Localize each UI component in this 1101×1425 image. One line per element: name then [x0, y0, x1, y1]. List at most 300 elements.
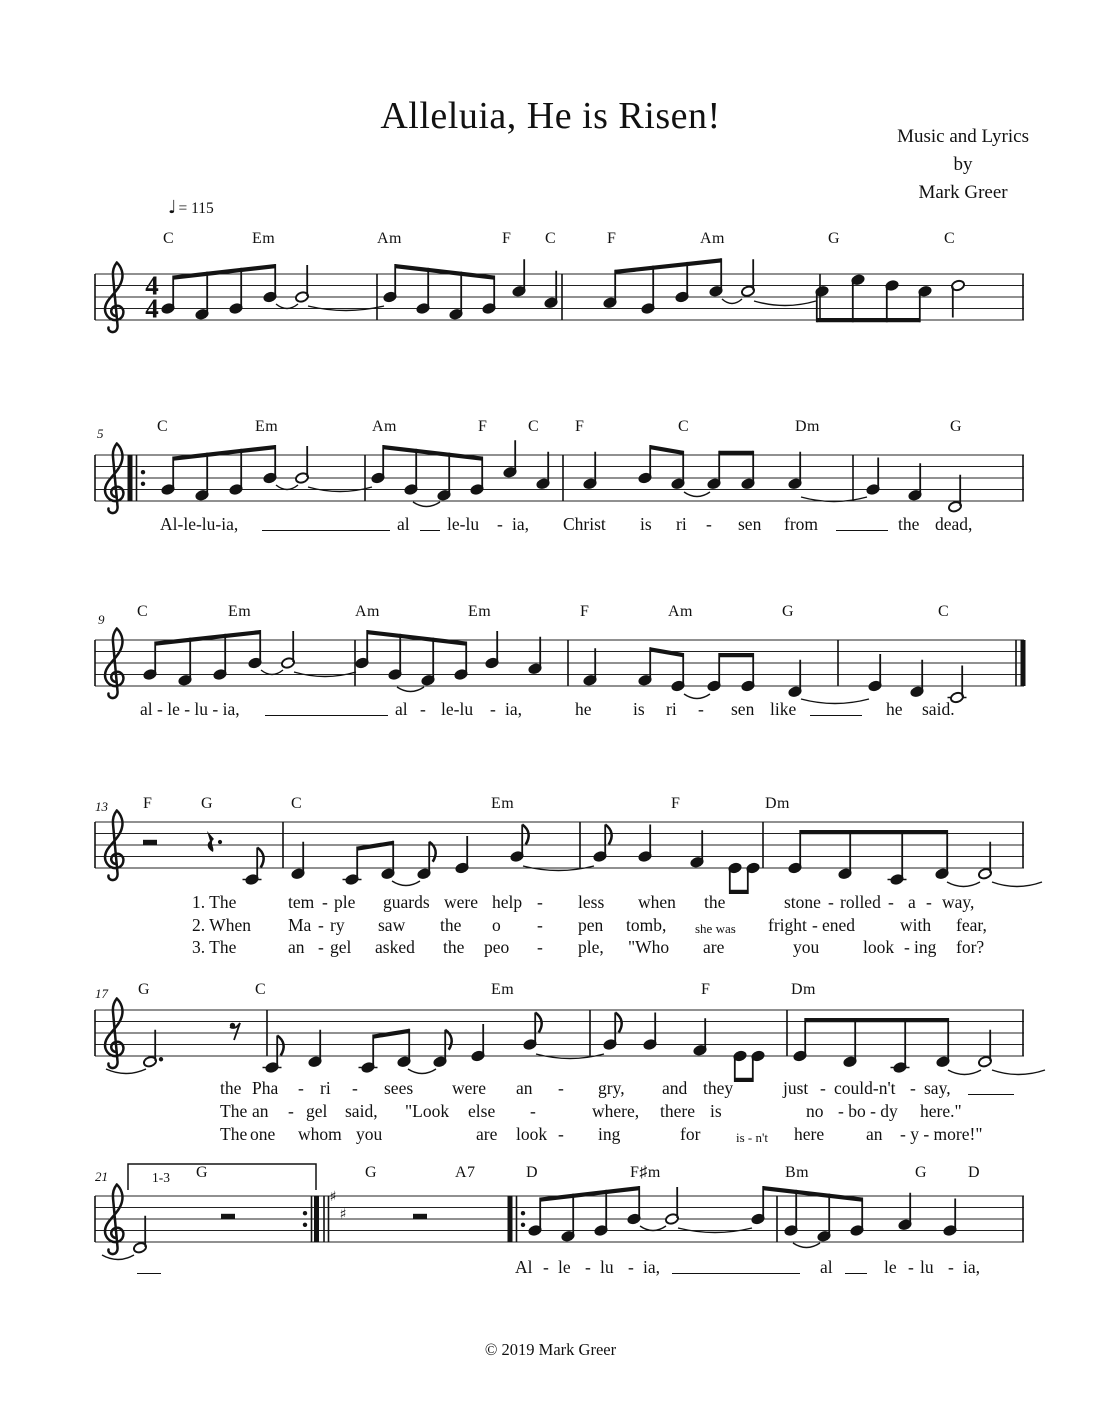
lyric-syllable: -	[628, 1257, 634, 1277]
lyric-syllable: The	[220, 1124, 248, 1144]
lyric-syllable: the	[898, 514, 920, 534]
chord-label: Am	[377, 230, 402, 247]
lyric-syllable: an	[866, 1124, 883, 1144]
lyric-syllable: said.	[922, 699, 955, 719]
beam	[735, 1078, 753, 1082]
beam	[173, 445, 275, 461]
note	[978, 1030, 993, 1068]
lyric-syllable: an	[516, 1078, 533, 1098]
staff-system-1	[95, 258, 1024, 332]
lyric-syllable: stone	[784, 892, 821, 912]
lyric-syllable: saw	[378, 915, 406, 935]
quarter-rest-icon	[207, 831, 214, 852]
note	[690, 830, 705, 868]
lyric-syllable: one	[250, 1124, 276, 1144]
lyric-syllable: -	[908, 1257, 914, 1277]
tie-slur	[948, 1070, 981, 1075]
chord-label: F	[701, 981, 711, 998]
lyric-syllable: gry,	[598, 1078, 625, 1098]
beam	[173, 264, 275, 280]
lyric-syllable: is	[640, 514, 652, 534]
lyric-syllable: "Look	[405, 1101, 450, 1121]
lyric-syllable: -	[812, 915, 818, 935]
chord-label: Am	[372, 418, 397, 435]
tie-slur	[392, 881, 420, 886]
chord-label: C	[528, 418, 540, 435]
lyric-syllable: -	[910, 1078, 916, 1098]
time-signature-bottom: 4	[145, 293, 159, 324]
tie-slur	[793, 1243, 820, 1248]
note	[943, 1199, 958, 1237]
lyric-syllable: and	[662, 1078, 688, 1098]
note	[291, 842, 306, 880]
lyric-syllable: -	[904, 937, 910, 957]
lyric-syllable: are	[703, 937, 725, 957]
melisma-extender	[420, 529, 440, 531]
note	[910, 660, 925, 698]
note	[343, 873, 362, 885]
lyric-syllable: an	[252, 1101, 269, 1121]
lyric-syllable: -	[698, 699, 704, 719]
lyric-syllable: -	[558, 1078, 564, 1098]
lyric-syllable: -	[585, 1257, 591, 1277]
melisma-extender	[968, 1093, 1014, 1095]
lyric-syllable: here."	[920, 1101, 962, 1121]
chord-label: C	[163, 230, 175, 247]
half-rest-icon	[413, 1214, 427, 1219]
lyric-syllable: else	[468, 1101, 496, 1121]
lyric-syllable: 1. The	[192, 892, 237, 912]
chord-label: Am	[700, 230, 725, 247]
lyric-syllable: -	[288, 1101, 294, 1121]
tie-slur	[413, 502, 440, 507]
chord-label: Em	[252, 230, 276, 247]
lyric-syllable: ri	[320, 1078, 331, 1098]
chord-label: Am	[668, 603, 693, 620]
lyric-syllable: less	[578, 892, 605, 912]
lyric-syllable: ple,	[578, 937, 604, 957]
eighth-flag	[605, 825, 611, 845]
melisma-extender	[265, 714, 388, 716]
chord-label: Dm	[795, 418, 820, 435]
chord-label: F	[502, 230, 512, 247]
repeat-dot	[141, 482, 145, 486]
lyric-syllable: for?	[956, 937, 985, 957]
lyric-syllable: -	[530, 1101, 536, 1121]
lyric-syllable: the	[440, 915, 462, 935]
lyric-syllable: -	[298, 1078, 304, 1098]
lyric-syllable: is - n't	[736, 1130, 768, 1145]
chord-label: C	[944, 230, 956, 247]
note	[295, 446, 310, 484]
lyric-syllable: -	[948, 1257, 954, 1277]
tie-slur	[261, 670, 283, 675]
lyric-syllable: -	[490, 699, 496, 719]
lyric-syllable: guards	[383, 892, 430, 912]
lyric-syllable: you	[356, 1124, 383, 1144]
chord-label: G	[365, 1164, 378, 1181]
note	[741, 259, 756, 297]
chord-label: F	[575, 418, 585, 435]
beam	[383, 445, 482, 461]
note	[528, 637, 543, 675]
tie-slur	[640, 1226, 666, 1231]
melisma-extender	[672, 1272, 800, 1274]
chord-label: F	[478, 418, 488, 435]
chord-label: C	[545, 230, 557, 247]
lyric-syllable: say,	[924, 1078, 951, 1098]
lyric-syllable: le	[884, 1257, 897, 1277]
copyright-notice: © 2019 Mark Greer	[484, 1340, 617, 1359]
chord-label: Em	[491, 981, 515, 998]
chord-label: G	[196, 1164, 209, 1181]
lyric-syllable: ing	[914, 937, 937, 957]
staff-system-2	[95, 440, 1024, 513]
lyric-syllable: o	[492, 915, 501, 935]
lyric-syllable: ia,	[643, 1257, 661, 1277]
note	[295, 265, 310, 303]
beam	[395, 264, 494, 280]
lyric-syllable: -	[497, 514, 503, 534]
eighth-flag	[615, 1013, 621, 1033]
lyric-syllable: way,	[942, 892, 975, 912]
lyric-syllable: the	[220, 1078, 242, 1098]
lyric-syllable: they	[703, 1078, 734, 1098]
lyric-syllable: he	[575, 699, 592, 719]
lyric-syllable: 2. When	[192, 915, 251, 935]
note	[638, 825, 653, 863]
note	[948, 666, 967, 704]
measure-number: 9	[98, 612, 105, 627]
beam	[650, 445, 683, 455]
lyric-syllable: - bo - dy	[838, 1101, 898, 1121]
lyric-syllable: look	[516, 1124, 548, 1144]
lyric-syllable: he	[886, 699, 903, 719]
note	[951, 279, 966, 317]
lyric-syllable: ple	[334, 892, 356, 912]
tie-slur	[722, 299, 742, 304]
lyric-syllable: ia,	[963, 1257, 981, 1277]
note	[263, 1036, 284, 1074]
beam	[650, 647, 683, 657]
byline-line3: Mark Greer	[918, 182, 1008, 203]
lyric-syllable: le-lu	[447, 514, 480, 534]
lyric-syllable: -	[352, 1078, 358, 1098]
augmentation-dot	[159, 1057, 163, 1061]
note	[978, 842, 993, 880]
beam	[540, 1186, 639, 1202]
note	[471, 1024, 486, 1062]
lyric-syllable: the	[443, 937, 465, 957]
note	[281, 631, 296, 669]
staff-system-5	[95, 999, 1045, 1083]
chord-label: C	[157, 418, 169, 435]
lyric-syllable: fear,	[956, 915, 987, 935]
lyric-syllable: 3. The	[192, 937, 237, 957]
lyric-syllable: ia,	[512, 514, 530, 534]
lyric-syllable: dead,	[935, 514, 973, 534]
lyric-syllable: al - le - lu - ia,	[140, 699, 240, 719]
tie-slur	[992, 1070, 1045, 1075]
measure-number: 17	[95, 986, 108, 1001]
lyric-syllable: whom	[298, 1124, 342, 1144]
lyric-syllable: gel	[330, 937, 352, 957]
tie-slur	[684, 492, 710, 497]
tie-slur	[397, 687, 424, 692]
tempo-value: = 115	[178, 200, 214, 217]
note	[908, 463, 923, 501]
lyric-syllable: ry	[330, 915, 345, 935]
measure-number: 13	[95, 799, 108, 814]
tie-slur	[684, 694, 710, 699]
note	[359, 1061, 378, 1073]
repeat-dot	[141, 470, 145, 474]
half-rest-icon	[143, 840, 157, 845]
lyric-syllable: ri	[666, 699, 677, 719]
note	[866, 458, 881, 496]
lyric-syllable: le	[558, 1257, 571, 1277]
chord-label: C	[255, 981, 267, 998]
note	[948, 475, 963, 513]
lyric-syllable: are	[476, 1124, 498, 1144]
chord-label: Em	[228, 603, 252, 620]
lyric-syllable: look	[863, 937, 895, 957]
chord-label: G	[782, 603, 795, 620]
lyric-syllable: an	[288, 937, 305, 957]
lyric-syllable: Al-le-lu-ia,	[160, 514, 239, 534]
lyric-syllable: for	[680, 1124, 701, 1144]
note	[243, 848, 264, 886]
lyric-syllable: pen	[578, 915, 604, 935]
lyric-syllable: -	[543, 1257, 549, 1277]
quarter-note-icon: ♩	[168, 197, 177, 218]
eighth-flag	[522, 825, 528, 845]
chord-label: Am	[355, 603, 380, 620]
chord-label: C	[291, 795, 303, 812]
note	[583, 452, 598, 490]
tie-slur	[992, 882, 1042, 887]
melisma-extender	[845, 1272, 867, 1274]
note	[643, 1013, 658, 1051]
beam	[805, 1018, 948, 1022]
beam	[367, 630, 466, 646]
note	[583, 648, 598, 686]
staff-system-3	[95, 629, 1024, 704]
lyric-syllable: with	[900, 915, 932, 935]
note	[788, 660, 803, 698]
note	[898, 1193, 913, 1231]
repeat-dot	[303, 1211, 307, 1215]
lyric-syllable: Pha	[252, 1078, 279, 1098]
byline-line2: by	[953, 154, 973, 175]
lyric-syllable: there	[660, 1101, 695, 1121]
lyric-syllable: were	[452, 1078, 487, 1098]
half-rest-icon	[221, 1214, 235, 1219]
lyric-syllable: just	[783, 1078, 809, 1098]
measure-number: 5	[97, 426, 104, 441]
byline	[897, 123, 1029, 207]
lyric-syllable: when	[638, 892, 676, 912]
note	[536, 452, 551, 490]
beam	[719, 451, 753, 455]
repeat-dot	[521, 1211, 525, 1215]
lyric-syllable: al	[395, 699, 408, 719]
sharp-icon: ♯	[339, 1206, 347, 1223]
chord-label: G	[828, 230, 841, 247]
repeat-dot	[521, 1223, 525, 1227]
lyric-syllable: could-n't	[834, 1078, 896, 1098]
tie-slur	[754, 301, 816, 306]
repeat-dot	[303, 1223, 307, 1227]
chord-label: G	[201, 795, 214, 812]
tie-slur	[276, 304, 298, 309]
lyric-syllable: -	[318, 937, 324, 957]
note	[433, 1030, 452, 1068]
chord-label: C	[137, 603, 149, 620]
note	[512, 259, 527, 297]
lyric-syllable: peo	[484, 937, 510, 957]
chord-label: F	[607, 230, 617, 247]
lyric-syllable: ing	[598, 1124, 621, 1144]
lyric-syllable: sen	[731, 699, 755, 719]
lyric-syllable: Christ	[563, 514, 606, 534]
beam	[155, 630, 260, 646]
note	[503, 440, 518, 478]
tie-slur	[106, 1069, 146, 1074]
lyric-syllable: rolled	[840, 892, 881, 912]
lyric-syllable: - y - more!"	[900, 1124, 983, 1144]
lyric-syllable: no	[806, 1101, 824, 1121]
lyric-syllable: you	[793, 937, 820, 957]
lyric-syllable: -	[828, 892, 834, 912]
note	[693, 1018, 708, 1056]
chord-label: G	[915, 1164, 928, 1181]
lyric-syllable: gel	[306, 1101, 328, 1121]
sharp-icon: ♯	[329, 1189, 337, 1205]
eighth-flag	[277, 1036, 283, 1056]
note	[417, 842, 436, 880]
chord-label: F	[671, 795, 681, 812]
tie-slur	[801, 699, 869, 704]
lyric-syllable: ened	[822, 915, 856, 935]
lyric-syllable: lu	[920, 1257, 934, 1277]
chord-label: Dm	[791, 981, 816, 998]
lyric-syllable: al	[820, 1257, 833, 1277]
lyric-syllable: "Who	[628, 937, 670, 957]
chord-label: D	[526, 1164, 539, 1181]
beam	[817, 318, 920, 322]
melisma-extender	[810, 714, 862, 716]
chord-label: Em	[491, 795, 515, 812]
beam	[615, 258, 721, 274]
beam	[763, 1186, 862, 1202]
lyric-syllable: a	[908, 892, 916, 912]
lyric-syllable: sees	[384, 1078, 414, 1098]
lyric-syllable: tomb,	[626, 915, 667, 935]
lyric-syllable: asked	[375, 937, 415, 957]
lyric-syllable: -	[537, 937, 543, 957]
note	[485, 631, 500, 669]
lyric-syllable: were	[444, 892, 479, 912]
beam	[730, 890, 748, 894]
chord-label: D	[968, 1164, 981, 1181]
lyric-syllable: like	[770, 699, 797, 719]
lyric-syllable: ri	[676, 514, 687, 534]
tie-slur	[276, 485, 298, 490]
lyric-syllable: is	[633, 699, 645, 719]
lyric-syllable: the	[704, 892, 726, 912]
note	[308, 1030, 323, 1068]
chord-label: C	[938, 603, 950, 620]
lyric-syllable: -	[537, 915, 543, 935]
chord-label: F	[143, 795, 153, 812]
note	[891, 1061, 910, 1073]
beam	[357, 841, 393, 851]
chord-label: F♯m	[630, 1164, 661, 1181]
note	[544, 271, 559, 309]
note	[455, 836, 470, 874]
lyric-syllable: -	[318, 915, 324, 935]
melisma-extender	[836, 529, 888, 531]
lyric-syllable: lu	[600, 1257, 614, 1277]
chord-label: F	[580, 603, 590, 620]
chord-label: C	[678, 418, 690, 435]
note	[143, 1030, 163, 1068]
beam	[719, 653, 753, 657]
lyric-syllable: -	[537, 892, 543, 912]
chord-label: G	[950, 418, 963, 435]
lyric-syllable: -	[706, 514, 712, 534]
time-signature-top: 4	[145, 270, 159, 301]
lyric-syllable: here	[794, 1124, 825, 1144]
note	[888, 873, 907, 885]
beam	[800, 830, 947, 834]
melisma-extender	[137, 1272, 161, 1274]
lyric-syllable: fright	[768, 915, 807, 935]
lyric-syllable: said,	[345, 1101, 378, 1121]
beam	[373, 1029, 409, 1039]
note	[788, 452, 803, 490]
tempo-marking	[168, 197, 214, 218]
melisma-extender	[262, 529, 390, 531]
chord-label: Em	[468, 603, 492, 620]
tie-slur	[947, 882, 980, 887]
tie-slur	[102, 1255, 134, 1260]
volta-label: 1-3	[152, 1170, 170, 1185]
eighth-flag	[535, 1013, 541, 1033]
lyric-syllable: from	[784, 514, 819, 534]
chord-label: Dm	[765, 795, 790, 812]
lyric-syllable: Ma	[288, 915, 312, 935]
lyric-syllable: -	[420, 699, 426, 719]
lyric-syllable: Al	[515, 1257, 533, 1277]
tie-slur	[408, 1069, 436, 1074]
lyric-syllable: -	[820, 1078, 826, 1098]
lyric-syllable: The	[220, 1101, 248, 1121]
lyric-syllable: tem	[288, 892, 315, 912]
lyric-syllable: -	[558, 1124, 564, 1144]
note	[133, 1216, 148, 1254]
staff-system-6	[95, 1164, 1024, 1260]
page-title: Alleluia, He is Risen!	[380, 95, 721, 137]
staff-system-4	[95, 811, 1042, 895]
lyric-syllable: le-lu	[441, 699, 474, 719]
rest-dot	[218, 840, 222, 844]
lyric-syllable: where,	[592, 1101, 640, 1121]
measure-number: 21	[95, 1169, 108, 1184]
lyric-syllable: -	[888, 892, 894, 912]
lyric-syllable: al	[397, 514, 410, 534]
